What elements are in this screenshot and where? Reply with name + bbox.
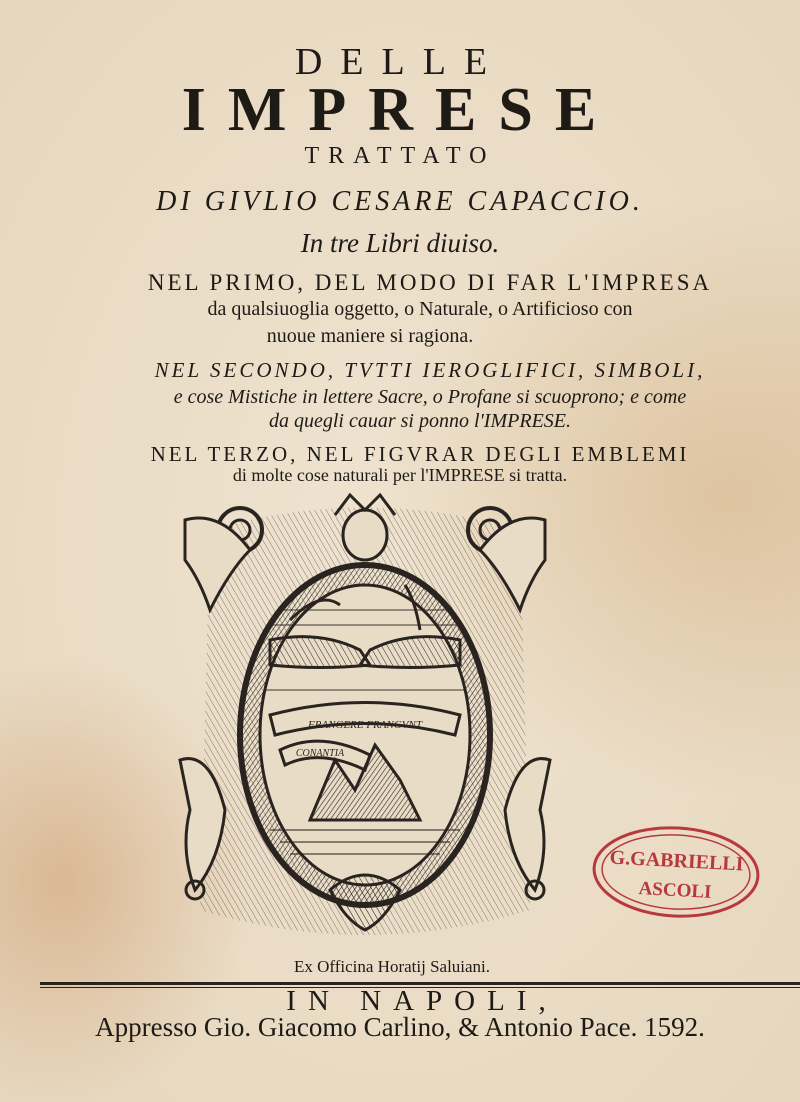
stamp-line2: ASCOLI [638,878,712,903]
banner-text-2: CONANTIA [295,748,345,759]
book-one-heading: NEL PRIMO, DEL MODO DI FAR L'IMPRESA [147,270,713,295]
divided-line: In tre Libri diuiso. [300,228,500,258]
woodcut-emblem [170,490,560,945]
title-line-trattato: TRATTATO [304,143,496,169]
book-three-line2: di molte cose naturali per l'IMPRESE si tratta. [232,465,568,485]
book-two-heading: NEL SECONDO, TVTTI IEROGLIFICI, SIMBOLI, [154,358,706,382]
book-two-line3: da quegli cauar si ponno l'IMPRESE. [268,410,571,432]
book-two-line2: e cose Mistiche in lettere Sacre, o Profane si scuoprono; e come [173,386,687,408]
ownership-stamp [588,818,765,927]
imprint-city: IN NAPOLI, [286,985,558,1017]
book-one-line2: da qualsiuoglia oggetto, o Naturale, o Artificioso con [207,298,633,320]
book-three-heading: NEL TERZO, NEL FIGVRAR DEGLI EMBLEMI [150,442,690,466]
stamp-line1: G.GABRIELLI [609,846,745,876]
emblem-illustration [170,490,560,945]
author-line: DI GIVLIO CESARE CAPACCIO. [156,186,644,217]
imprint-publishers: Appresso Gio. Giacomo Carlino, & Antonio Pace. 1592. [95,1012,705,1042]
banner-text: FRANGERE FRANGVNT [308,719,422,731]
printer-shop: Ex Officina Horatij Saluiani. [293,957,491,976]
title-line-imprese: IMPRESE [181,76,619,144]
book-one-line3: nuoue maniere si ragiona. [266,325,474,347]
title-line-delle: DELLE [294,41,506,83]
